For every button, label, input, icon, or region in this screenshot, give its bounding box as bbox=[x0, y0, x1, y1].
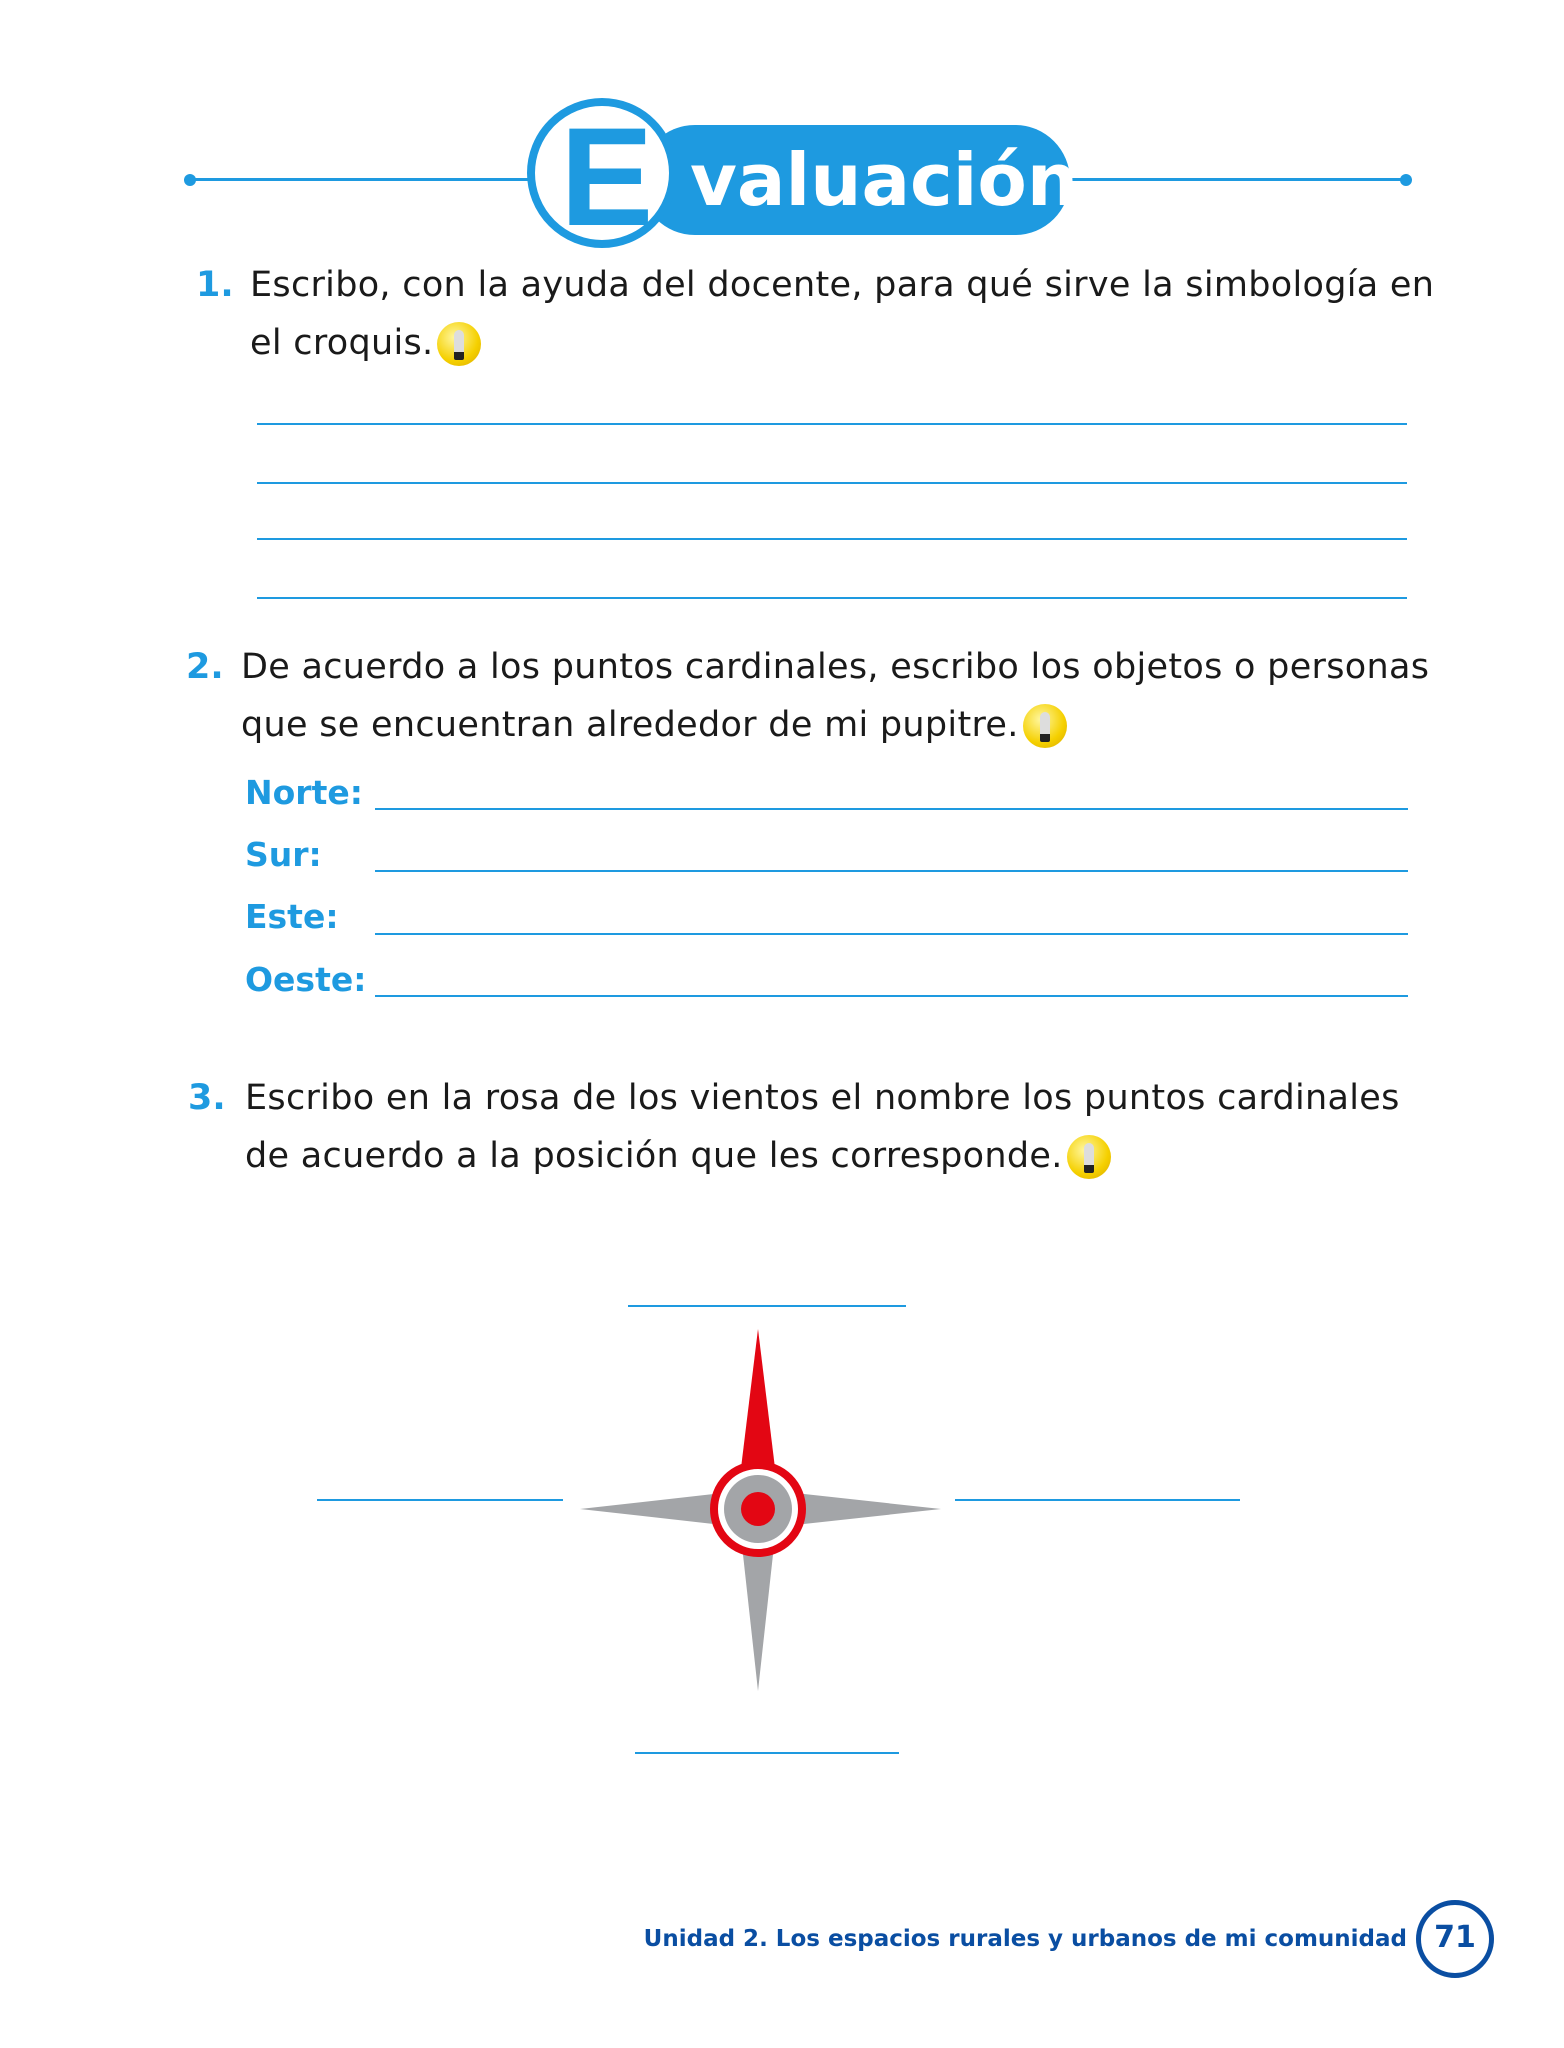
title-initial: E bbox=[560, 98, 654, 255]
lightbulb-icon bbox=[1023, 704, 1067, 748]
este-answer-line[interactable] bbox=[375, 933, 1408, 935]
answer-line[interactable] bbox=[257, 423, 1407, 425]
norte-answer-line[interactable] bbox=[375, 808, 1408, 810]
question-number: 3. bbox=[188, 1078, 226, 1118]
sur-answer-line[interactable] bbox=[375, 870, 1408, 872]
question-number: 2. bbox=[186, 647, 224, 687]
question-text-line2: que se encuentran alrededor de mi pupitre. bbox=[241, 696, 1067, 754]
question-text-line2: de acuerdo a la posición que les corresponde. bbox=[245, 1127, 1111, 1185]
oeste-answer-line[interactable] bbox=[375, 995, 1408, 997]
answer-line[interactable] bbox=[257, 538, 1407, 540]
answer-line[interactable] bbox=[257, 597, 1407, 599]
label-sur: Sur: bbox=[245, 835, 322, 874]
label-norte: Norte: bbox=[245, 773, 363, 812]
page-title: valuación bbox=[690, 138, 1079, 222]
lightbulb-icon bbox=[437, 322, 481, 366]
question-text-line2: el croquis. bbox=[250, 314, 481, 372]
footer-unit: Unidad 2. Los espacios rurales y urbanos de mi comunidad bbox=[643, 1926, 1407, 1952]
header-line-dot-right bbox=[1400, 174, 1412, 186]
question-text: Escribo, con la ayuda del docente, para qué sirve la simbología en bbox=[250, 265, 1435, 305]
question-number: 1. bbox=[196, 265, 234, 305]
answer-line[interactable] bbox=[257, 482, 1407, 484]
lightbulb-icon bbox=[1067, 1135, 1111, 1179]
compass-west-answer-line[interactable] bbox=[317, 1499, 563, 1501]
question-text: De acuerdo a los puntos cardinales, escribo los objetos o personas bbox=[241, 647, 1430, 687]
compass-south-answer-line[interactable] bbox=[635, 1752, 899, 1754]
compass-east-answer-line[interactable] bbox=[955, 1499, 1240, 1501]
label-este: Este: bbox=[245, 897, 339, 936]
question-text: Escribo en la rosa de los vientos el nombre los puntos cardinales bbox=[245, 1078, 1400, 1118]
page-number: 71 bbox=[1416, 1900, 1494, 1978]
compass-center bbox=[741, 1492, 775, 1526]
label-oeste: Oeste: bbox=[245, 960, 367, 999]
compass-rose-icon bbox=[570, 1320, 950, 1700]
compass-north-answer-line[interactable] bbox=[628, 1305, 906, 1307]
